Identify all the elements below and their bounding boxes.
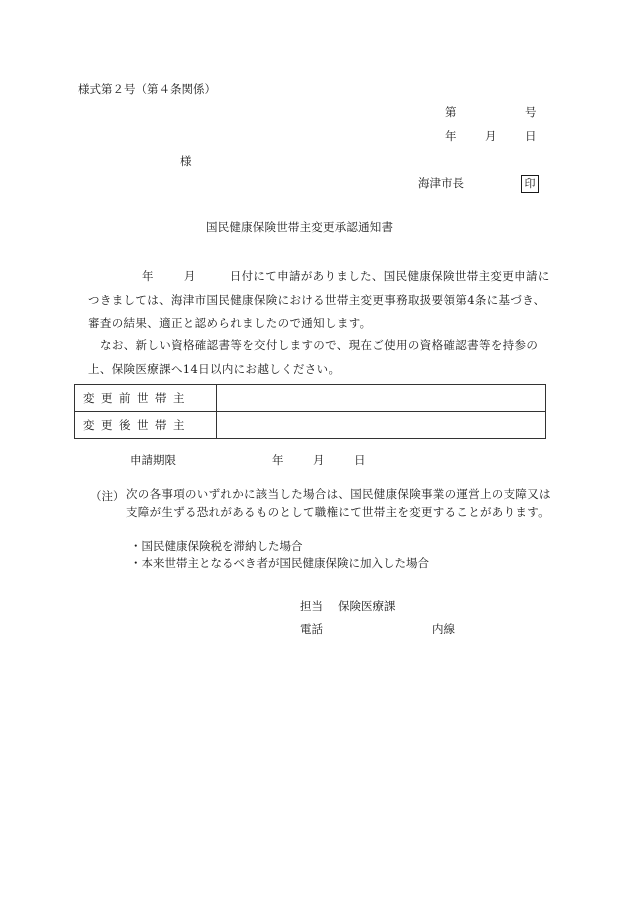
contact-extension-label: 内線 — [432, 622, 455, 636]
document-title: 国民健康保険世帯主変更承認通知書 — [206, 220, 394, 234]
contact-tel-label: 電話 — [300, 622, 323, 636]
document-number-prefix: 第 — [445, 105, 457, 119]
deadline-label: 申請期限 — [130, 453, 176, 467]
issue-date-day: 日 — [525, 129, 537, 143]
issuer-title: 海津市長 — [418, 176, 464, 190]
document-number-suffix: 号 — [525, 105, 537, 119]
recipient-suffix: 様 — [180, 154, 192, 168]
issue-date-month: 月 — [485, 129, 497, 143]
paragraph-year: 年 — [142, 269, 154, 283]
previous-householder-label: 変更前世帯主 — [75, 385, 217, 412]
seal-stamp: 印 — [521, 175, 539, 193]
paragraph-text: 日付にて申請がありました、国民健康保険世帯主変更申請につきましては、海津市国民健康保険における世帯主変更事務取扱要領第4条に基づき、審査の結果、適正と認められましたので通知します。 — [88, 269, 550, 330]
deadline-day: 日 — [354, 453, 366, 467]
new-householder-value — [217, 412, 546, 439]
deadline-year: 年 — [272, 453, 284, 467]
previous-householder-value — [217, 385, 546, 412]
body-paragraph-2: なお、新しい資格確認書等を交付しますので、現在ご使用の資格確認書等を持参の上、保険医療課へ14日以内にお越しください。 — [88, 338, 539, 376]
table-row — [75, 385, 546, 412]
table-row — [75, 412, 546, 439]
contact-department: 保険医療課 — [338, 599, 396, 613]
note-label: （注） — [90, 489, 125, 503]
householder-change-table — [74, 384, 546, 439]
note-item: ・本来世帯主となるべき者が国民健康保険に加入した場合 — [130, 556, 429, 570]
new-householder-label: 変更後世帯主 — [75, 412, 217, 439]
contact-tanto-label: 担当 — [300, 599, 323, 613]
note-item: ・国民健康保険税を滞納した場合 — [130, 539, 303, 553]
issue-date-year: 年 — [445, 129, 457, 143]
body-paragraph-1 — [88, 265, 552, 336]
note-text: 次の各事項のいずれかに該当した場合は、国民健康保険事業の運営上の支障又は支障が生ずる恐れがあるものとして職権にて世帯主を変更することがあります。 — [126, 487, 551, 519]
deadline-month: 月 — [313, 453, 325, 467]
paragraph-month: 月 — [183, 269, 196, 283]
form-number: 様式第２号（第４条関係） — [78, 82, 216, 96]
